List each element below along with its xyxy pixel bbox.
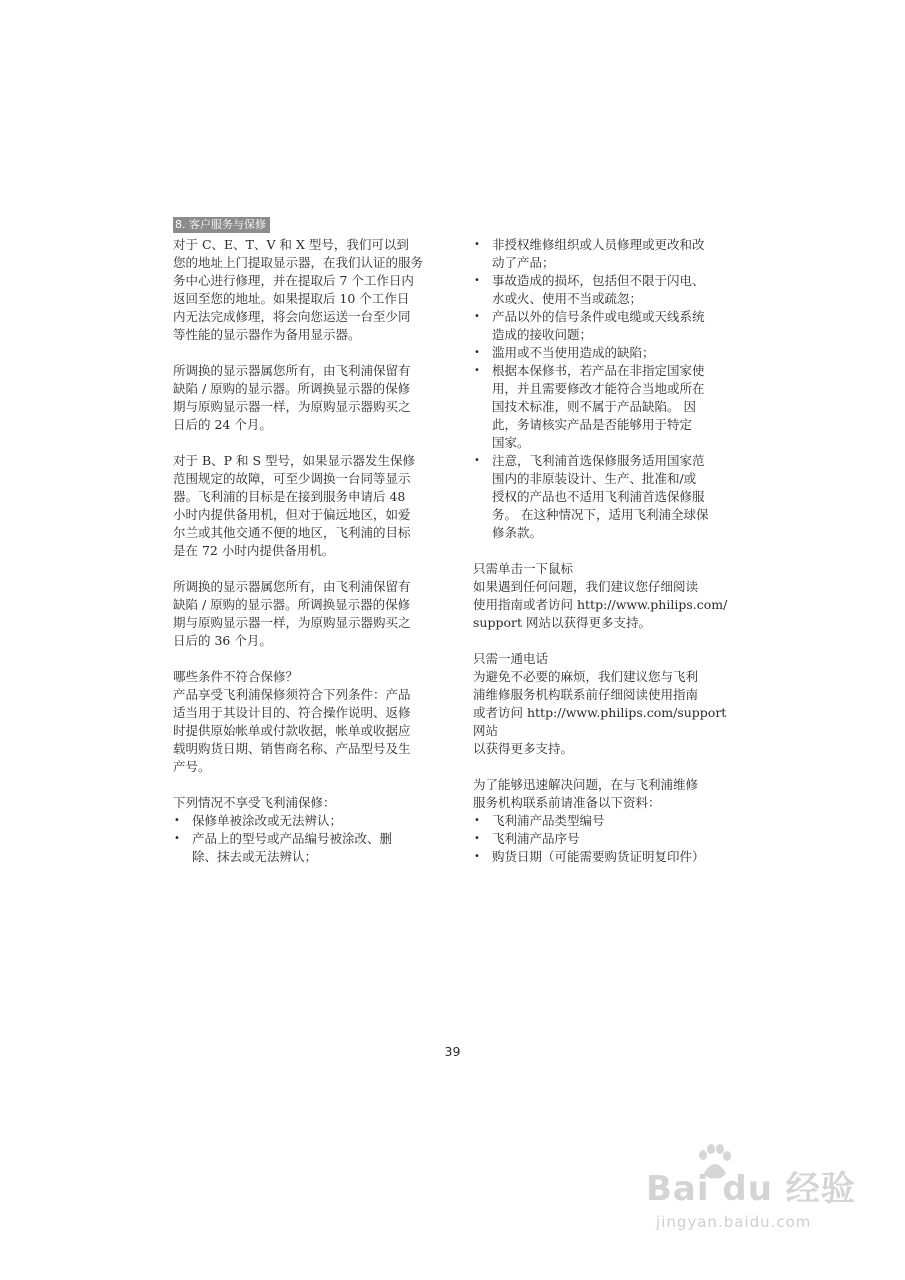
list-item: • 非授权维修组织或人员修理或更改和改 动了产品； <box>473 236 735 272</box>
replacement-ownership-paragraph-36: 所调换的显示器属您所有，由飞利浦保留有 缺陷 / 原购的显示器。所调换显示器的保修 期与原购显示器一样，为原购显示器购买之 日后的 36 个月。 <box>173 579 411 648</box>
list-item: • 保修单被涂改或无法辨认； <box>173 812 441 830</box>
prepare-info-paragraph: 为了能够迅速解决问题，在与飞利浦维修 服务机构联系前请准备以下资料： <box>473 777 699 810</box>
exclusions-intro: 下列情况不享受飞利浦保修： <box>173 795 336 810</box>
section-heading: 8. 客户服务与保修 <box>173 217 270 233</box>
list-item: • 飞利浦产品序号 <box>473 830 735 848</box>
one-call-paragraph: 为避免不必要的麻烦，我们建议您与飞利 浦维修服务机构联系前仔细阅读使用指南 或者访问 http://www.philips.com/support 网站 以获得更多支持。 <box>473 669 727 756</box>
list-item: • 根据本保修书，若产品在非指定国家使 用，并且需要修改才能符合当地或所在 国技术标准，则不属于产品缺陷。 因 此，务请核实产品是否能够用于特定 国家。 <box>473 362 735 452</box>
watermark-main-text: Bai du 经验 <box>646 1169 856 1209</box>
prepare-info-list <box>473 812 735 866</box>
exclusions-list-left <box>173 812 441 866</box>
bps-model-paragraph: 对于 B、P 和 S 型号，如果显示器发生保修 范围规定的故障，可至少调换一台同等显示 器。飞利浦的目标是在接到服务申请后 48 小时内提供备用机，但对于偏远地区，如爱 尔兰或其他交通不便的地区，飞利浦的目标 是在 72 小时内提供备用机。 <box>173 453 416 558</box>
watermark-url: jingyan.baidu.com <box>656 1213 812 1231</box>
pickup-service-paragraph: 对于 C、E、T、V 和 X 型号，我们可以到 您的地址上门提取显示器，在我们认证的服务 务中心进行修理，并在提取后 7 个工作日内 返回至您的地址。如果提取后 10 个工作日 内无法完成修理，将会向您运送一台至少同 等性能的显示器作为备用显示器。 <box>173 237 424 342</box>
list-item: • 产品上的型号或产品编号被涂改、删 除、抹去或无法辨认； <box>173 830 441 866</box>
list-item: • 购货日期（可能需要购货证明复印件） <box>473 848 735 866</box>
list-item: • 产品以外的信号条件或电缆或天线系统 造成的接收问题； <box>473 308 735 344</box>
replacement-ownership-paragraph-24: 所调换的显示器属您所有，由飞利浦保留有 缺陷 / 原购的显示器。所调换显示器的保修 期与原购显示器一样，为原购显示器购买之 日后的 24 个月。 <box>173 363 411 432</box>
left-column <box>173 236 441 884</box>
warranty-conditions-paragraph: 产品享受飞利浦保修须符合下列条件：产品 适当用于其设计目的、符合操作说明、返修 时提供原始帐单或付款收据，帐单或收据应 载明购货日期、销售商名称、产品型号及生 产号。 <box>173 687 411 774</box>
page-number: 39 <box>444 1044 461 1059</box>
right-column <box>473 236 735 884</box>
list-item: • 滥用或不当使用造成的缺陷； <box>473 344 735 362</box>
one-call-heading: 只需一通电话 <box>473 651 549 666</box>
baidu-jingyan-watermark <box>636 1143 886 1253</box>
list-item: • 注意，飞利浦首选保修服务适用国家范 围内的非原装设计、生产、批准和/或 授权的产品也不适用飞利浦首选保修服 务。 在这种情况下，适用飞利浦全球保 修条款。 <box>473 452 735 542</box>
exclusions-list-right <box>473 236 735 542</box>
list-item: • 事故造成的损坏，包括但不限于闪电、 水或火、使用不当或疏忽； <box>473 272 735 308</box>
list-item: • 飞利浦产品类型编号 <box>473 812 735 830</box>
one-click-paragraph: 如果遇到任何问题，我们建议您仔细阅读 使用指南或者访问 http://www.philips.com/ support 网站以获得更多支持。 <box>473 579 728 630</box>
not-covered-question: 哪些条件不符合保修？ <box>173 669 299 684</box>
one-click-heading: 只需单击一下鼠标 <box>473 561 574 576</box>
